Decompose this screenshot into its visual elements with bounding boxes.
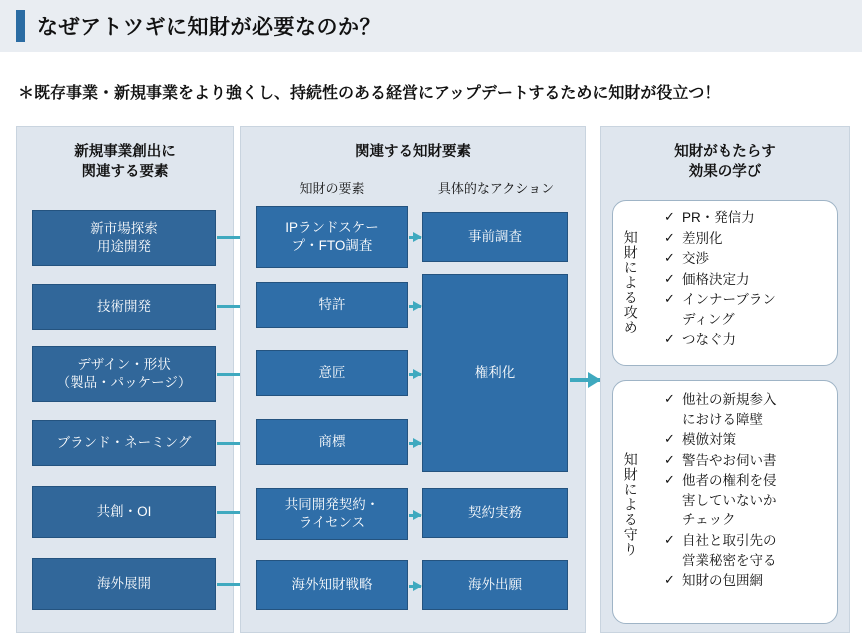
check-icon: ✓ — [664, 572, 675, 588]
middle-action-1-label: 事前調査 — [468, 229, 522, 245]
middle-action-box-4[interactable] — [422, 560, 568, 610]
left-item-box-1[interactable] — [32, 210, 216, 266]
middle-action-2-label: 権利化 — [474, 365, 516, 381]
panel-right-title — [601, 143, 849, 182]
offense-item-4: 価格決定力 — [682, 271, 750, 287]
connector-element1-action1 — [409, 236, 421, 239]
panel-left-title-line2: 関連する要素 — [81, 163, 169, 180]
left-item-5-line1: 共創・OI — [96, 504, 152, 520]
offense-vertical-label: 知財による攻め — [622, 229, 639, 335]
panel-right-title-line2: 効果の学び — [688, 163, 762, 180]
left-item-6-line1: 海外展開 — [97, 576, 151, 592]
defense-item-1-line1: 他社の新規参入 — [682, 392, 777, 407]
defense-item-4-line3: チェック — [682, 512, 736, 528]
middle-subheading-actions: 具体的なアクション — [437, 181, 555, 196]
check-icon: ✓ — [664, 250, 675, 266]
panel-right-title-line1: 知財がもたらす — [674, 144, 776, 160]
list-item — [664, 390, 830, 429]
check-icon: ✓ — [664, 291, 675, 307]
list-item — [664, 471, 830, 530]
panel-middle-title: 関連する知財要素 — [355, 144, 471, 160]
connector-element5-action3 — [409, 514, 421, 517]
list-item — [664, 330, 828, 350]
middle-action-4-label: 海外出願 — [468, 577, 522, 593]
lead-text: ＊既存事業・新規事業をより強くし、持続性のある経営にアップデートするために知財が役立つ！ — [18, 85, 721, 102]
left-item-1-line1: 新市場探索 — [90, 221, 158, 237]
defense-item-6: 知財の包囲網 — [682, 573, 763, 589]
offense-item-5-line2: ディング — [682, 311, 735, 327]
check-icon: ✓ — [664, 531, 675, 547]
left-item-box-5[interactable] — [32, 486, 216, 538]
list-item — [664, 229, 828, 249]
middle-element-box-1[interactable] — [256, 206, 408, 268]
middle-element-3-line1: 意匠 — [318, 365, 346, 381]
offense-item-6: つなぐ力 — [682, 332, 736, 348]
check-icon: ✓ — [664, 431, 675, 447]
left-item-box-3[interactable] — [32, 346, 216, 402]
left-item-4-line1: ブランド・ネーミング — [56, 435, 192, 451]
middle-element-box-4[interactable] — [256, 419, 408, 465]
connector-element6-action4 — [409, 585, 421, 588]
defense-item-list — [664, 390, 830, 592]
list-item — [664, 249, 828, 269]
defense-item-4-line2: 害していないか — [682, 492, 777, 508]
middle-element-5-line1: 共同開発契約・ — [284, 497, 380, 513]
panel-left-title — [17, 143, 233, 182]
middle-action-box-2[interactable] — [422, 274, 568, 472]
left-item-3-line2: （製品・パッケージ） — [56, 375, 192, 390]
list-item — [664, 290, 828, 329]
connector-element3-action2 — [409, 373, 421, 376]
list-item — [664, 208, 828, 228]
check-icon: ✓ — [664, 270, 675, 286]
left-item-1-line2: 用途開発 — [97, 239, 151, 254]
left-item-box-6[interactable] — [32, 558, 216, 610]
title-accent-bar — [16, 10, 25, 42]
defense-item-4-line1: 他者の権利を侵 — [682, 473, 777, 489]
arrow-middle-to-right — [570, 378, 600, 382]
offense-item-1: PR・発信力 — [682, 210, 755, 225]
middle-element-box-6[interactable] — [256, 560, 408, 610]
check-icon: ✓ — [664, 331, 675, 347]
middle-element-2-line1: 特許 — [318, 297, 346, 313]
defense-item-2: 模倣対策 — [682, 432, 736, 448]
defense-item-5-line2: 営業秘密を守る — [682, 552, 777, 568]
middle-element-1-line2: プ・FTO調査 — [291, 238, 373, 253]
list-item — [664, 571, 830, 591]
connector-element2-action2 — [409, 305, 421, 308]
list-item — [664, 270, 828, 290]
list-item — [664, 430, 830, 450]
check-icon: ✓ — [664, 229, 675, 245]
check-icon: ✓ — [664, 472, 675, 488]
check-icon: ✓ — [664, 451, 675, 467]
left-item-2-line1: 技術開発 — [97, 299, 151, 315]
page-title: なぜアトツギに知財が必要なのか？ — [37, 16, 381, 39]
middle-subheading-elements: 知財の要素 — [299, 181, 365, 196]
check-icon: ✓ — [664, 391, 675, 406]
middle-action-box-3[interactable] — [422, 488, 568, 538]
offense-item-5-line1: インナーブラン — [682, 292, 776, 308]
middle-action-box-1[interactable] — [422, 212, 568, 262]
title-bar — [0, 0, 862, 52]
left-item-box-2[interactable] — [32, 284, 216, 330]
middle-element-4-line1: 商標 — [318, 434, 346, 450]
offense-item-3: 交渉 — [682, 251, 709, 267]
check-icon: ✓ — [664, 209, 675, 224]
defense-item-5-line1: 自社と取引先の — [682, 532, 777, 548]
middle-element-5-line2: ライセンス — [298, 515, 366, 530]
offense-item-2: 差別化 — [682, 230, 723, 246]
panel-left-title-line1: 新規事業創出に — [74, 144, 176, 160]
left-item-3-line1: デザイン・形状 — [77, 357, 171, 373]
middle-element-box-2[interactable] — [256, 282, 408, 328]
connector-element4-action2 — [409, 442, 421, 445]
list-item — [664, 451, 830, 471]
defense-vertical-label: 知財による守り — [622, 451, 639, 557]
defense-item-1-line2: における障壁 — [682, 411, 763, 427]
offense-item-list — [664, 208, 828, 351]
middle-element-1-line1: IPランドスケー — [285, 220, 379, 236]
left-item-box-4[interactable] — [32, 420, 216, 466]
middle-element-6-line1: 海外知財戦略 — [291, 577, 373, 593]
middle-action-3-label: 契約実務 — [468, 505, 522, 521]
middle-element-box-3[interactable] — [256, 350, 408, 396]
middle-element-box-5[interactable] — [256, 488, 408, 540]
defense-item-3: 警告やお伺い書 — [682, 452, 777, 468]
list-item — [664, 531, 830, 570]
